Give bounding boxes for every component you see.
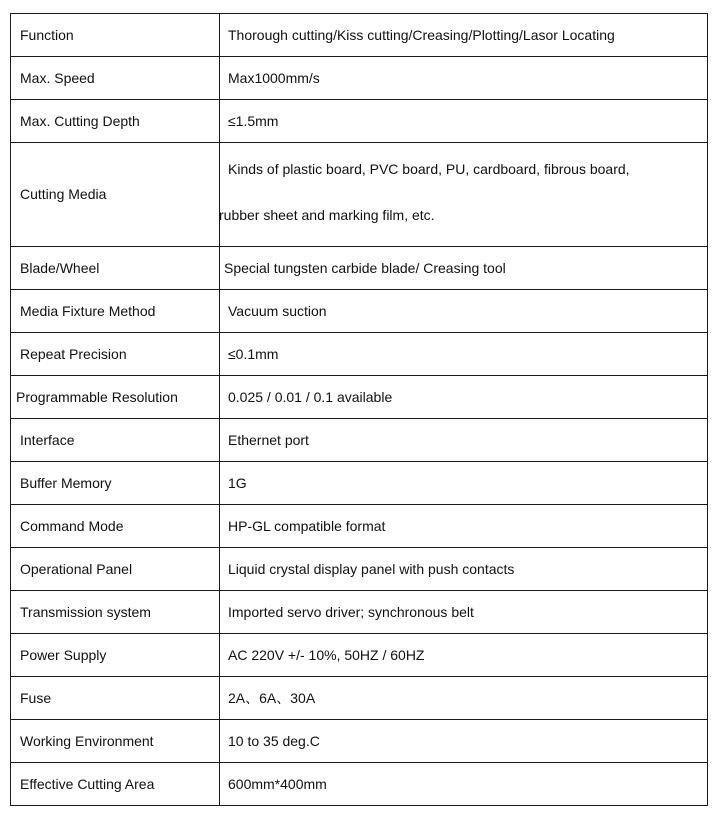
table-row xyxy=(11,376,708,419)
table-row xyxy=(11,677,708,720)
spec-value: Max1000mm/s xyxy=(220,57,708,100)
spec-label: Fuse xyxy=(11,677,220,720)
spec-value: 2A、6A、30A xyxy=(220,677,708,720)
spec-value xyxy=(220,143,708,247)
spec-label: Blade/Wheel xyxy=(11,247,220,290)
spec-label: Interface xyxy=(11,419,220,462)
spec-label: Cutting Media xyxy=(11,143,220,247)
table-row xyxy=(11,763,708,806)
table-row xyxy=(11,548,708,591)
spec-value: 0.025 / 0.01 / 0.1 available xyxy=(220,376,708,419)
table-row xyxy=(11,462,708,505)
spec-value: Vacuum suction xyxy=(220,290,708,333)
spec-value: Imported servo driver; synchronous belt xyxy=(220,591,708,634)
table-row xyxy=(11,100,708,143)
spec-value-line: Kinds of plastic board, PVC board, PU, cardboard, fibrous board, xyxy=(228,160,630,177)
table-row xyxy=(11,143,708,247)
spec-value: Thorough cutting/Kiss cutting/Creasing/Plotting/Lasor Locating xyxy=(220,14,708,57)
spec-label: Buffer Memory xyxy=(11,462,220,505)
table-row xyxy=(11,290,708,333)
spec-value: Special tungsten carbide blade/ Creasing tool xyxy=(220,247,708,290)
spec-label: Max. Speed xyxy=(11,57,220,100)
table-row xyxy=(11,505,708,548)
spec-value: Ethernet port xyxy=(220,419,708,462)
spec-label: Working Environment xyxy=(11,720,220,763)
specification-table xyxy=(10,13,708,806)
spec-label: Effective Cutting Area xyxy=(11,763,220,806)
table-row xyxy=(11,419,708,462)
spec-value: 10 to 35 deg.C xyxy=(220,720,708,763)
table-row xyxy=(11,591,708,634)
spec-label: Command Mode xyxy=(11,505,220,548)
spec-value-line: rubber sheet and marking film, etc. xyxy=(219,206,435,223)
spec-label: Media Fixture Method xyxy=(11,290,220,333)
spec-label: Function xyxy=(11,14,220,57)
spec-value: HP-GL compatible format xyxy=(220,505,708,548)
table-row xyxy=(11,720,708,763)
spec-value: Liquid crystal display panel with push contacts xyxy=(220,548,708,591)
spec-value: 1G xyxy=(220,462,708,505)
spec-label: Power Supply xyxy=(11,634,220,677)
spec-label: Programmable Resolution xyxy=(11,376,220,419)
table-row xyxy=(11,333,708,376)
spec-value: 600mm*400mm xyxy=(220,763,708,806)
spec-label: Max. Cutting Depth xyxy=(11,100,220,143)
table-row xyxy=(11,57,708,100)
table-row xyxy=(11,634,708,677)
spec-label: Repeat Precision xyxy=(11,333,220,376)
spec-value: ≤1.5mm xyxy=(220,100,708,143)
spec-label: Transmission system xyxy=(11,591,220,634)
spec-label: Operational Panel xyxy=(11,548,220,591)
table-row xyxy=(11,247,708,290)
table-row xyxy=(11,14,708,57)
spec-value: ≤0.1mm xyxy=(220,333,708,376)
spec-value: AC 220V +/- 10%, 50HZ / 60HZ xyxy=(220,634,708,677)
